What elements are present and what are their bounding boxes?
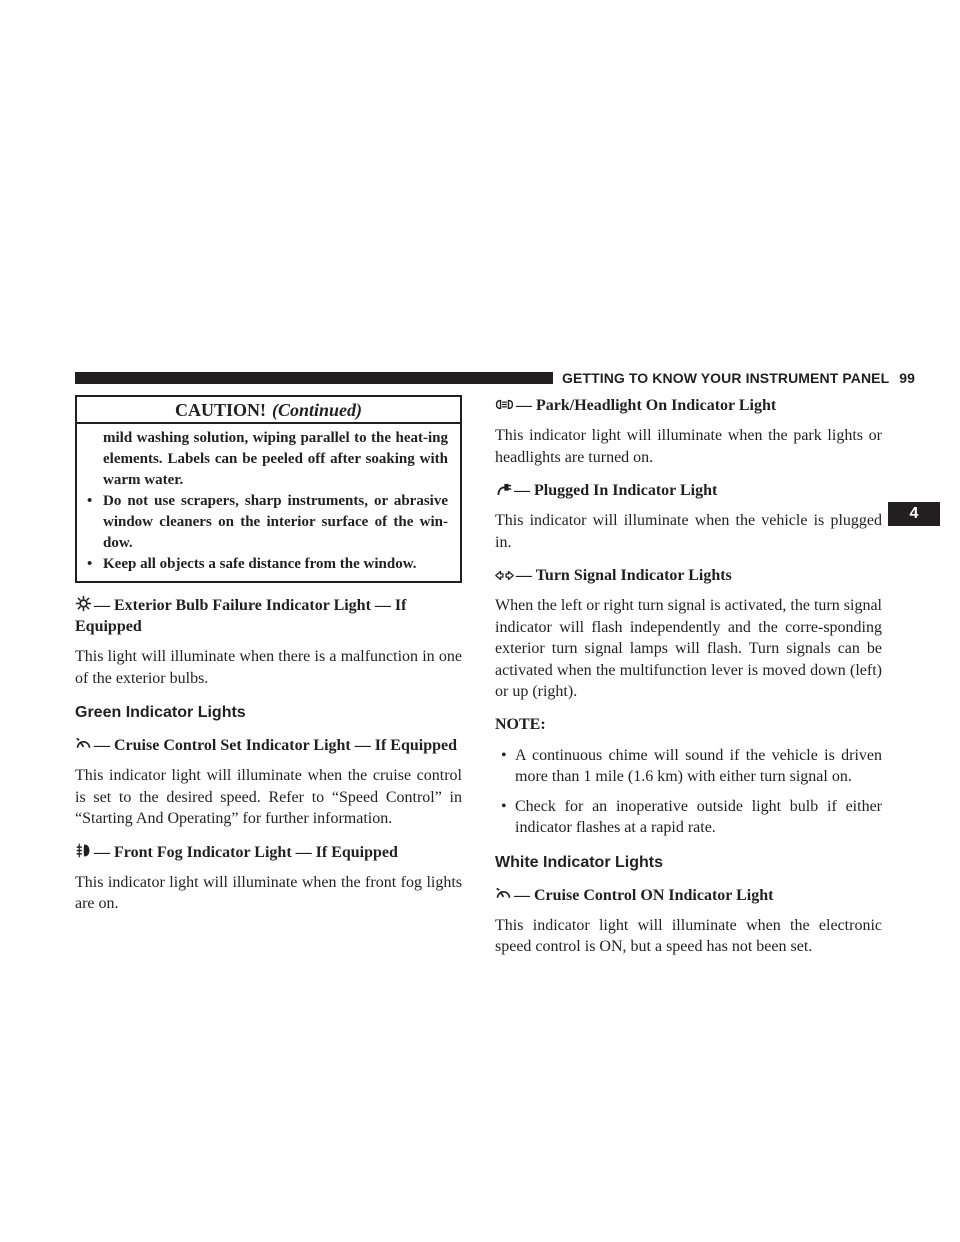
caution-title — [77, 397, 460, 424]
front-fog-title: — Front Fog Indicator Light — If Equipped — [75, 842, 462, 863]
chapter-tab: 4 — [888, 502, 940, 526]
cruise-set-title: — Cruise Control Set Indicator Light — If Equipped — [75, 735, 462, 756]
caution-lead: mild washing solution, wiping parallel to the heat-ing elements. Labels can be peeled off after soaking with warm water. — [103, 430, 448, 488]
right-column — [495, 395, 882, 958]
note-list — [495, 745, 882, 839]
plugged-in-text: This indicator will illuminate when the vehicle is plugged in. — [495, 512, 882, 551]
green-indicators-heading: Green Indicator Lights — [75, 704, 246, 721]
caution-continued: (Continued) — [271, 400, 363, 420]
turn-signal-icon — [495, 569, 514, 582]
cruise-set-text: This indicator light will illuminate when the cruise control is set to the desired speed. Refer to “Speed Control” in “Starting And Operating” for further information. — [75, 767, 462, 827]
left-column — [75, 395, 462, 915]
exterior-bulb-title: — Exterior Bulb Failure Indicator Light — If Equipped — [75, 597, 407, 635]
cruise-on-text: This indicator light will illuminate when the electronic speed control is ON, but a speed has not been set. — [495, 916, 882, 955]
turn-signal-title: — Turn Signal Indicator Lights — [495, 565, 882, 586]
turn-signal-text: When the left or right turn signal is activated, the turn signal indicator will flash independently and the corre-sponding exterior turn signal lamps will flash. Turn signals can be activated when the multifunction lever is moved down (left) or up (right). — [495, 597, 882, 700]
exterior-bulb-icon — [75, 595, 92, 612]
park-headlight-icon — [495, 397, 514, 412]
cruise-control-on-icon — [495, 885, 512, 902]
front-fog-text: This indicator light will illuminate when the front fog lights are on. — [75, 873, 462, 912]
note-item: • Check for an inoperative outside light bulb if either indicator flashes at a rapid rate. — [501, 797, 882, 836]
caution-box — [75, 395, 462, 583]
caution-bullet: • Keep all objects a safe distance from the window. — [87, 556, 417, 572]
park-headlight-text: This indicator light will illuminate when the park lights or headlights are turned on. — [495, 427, 882, 466]
caution-label: CAUTION! — [174, 400, 266, 420]
cruise-on-title: — Cruise Control ON Indicator Light — [495, 885, 882, 906]
cruise-control-set-icon — [75, 735, 92, 752]
page-number: 99 — [899, 370, 916, 386]
caution-body — [77, 424, 460, 581]
exterior-bulb-text: This light will illuminate when there is a malfunction in one of the exterior bulbs. — [75, 648, 462, 687]
front-fog-icon — [75, 842, 92, 859]
running-header — [562, 370, 915, 386]
plug-icon — [495, 481, 512, 497]
white-indicators-heading: White Indicator Lights — [495, 853, 663, 871]
note-label: NOTE: — [495, 715, 546, 733]
header-title: GETTING TO KNOW YOUR INSTRUMENT PANEL — [562, 370, 890, 386]
header-rule — [75, 372, 553, 384]
plugged-in-title: — Plugged In Indicator Light — [495, 480, 882, 501]
note-item: • A continuous chime will sound if the vehicle is driven more than 1 mile (1.6 km) with either turn signal on. — [501, 746, 882, 785]
park-headlight-title: — Park/Headlight On Indicator Light — [495, 395, 882, 416]
caution-bullet: • Do not use scrapers, sharp instruments, or abrasive window cleaners on the interior surface of the win-dow. — [87, 493, 448, 551]
